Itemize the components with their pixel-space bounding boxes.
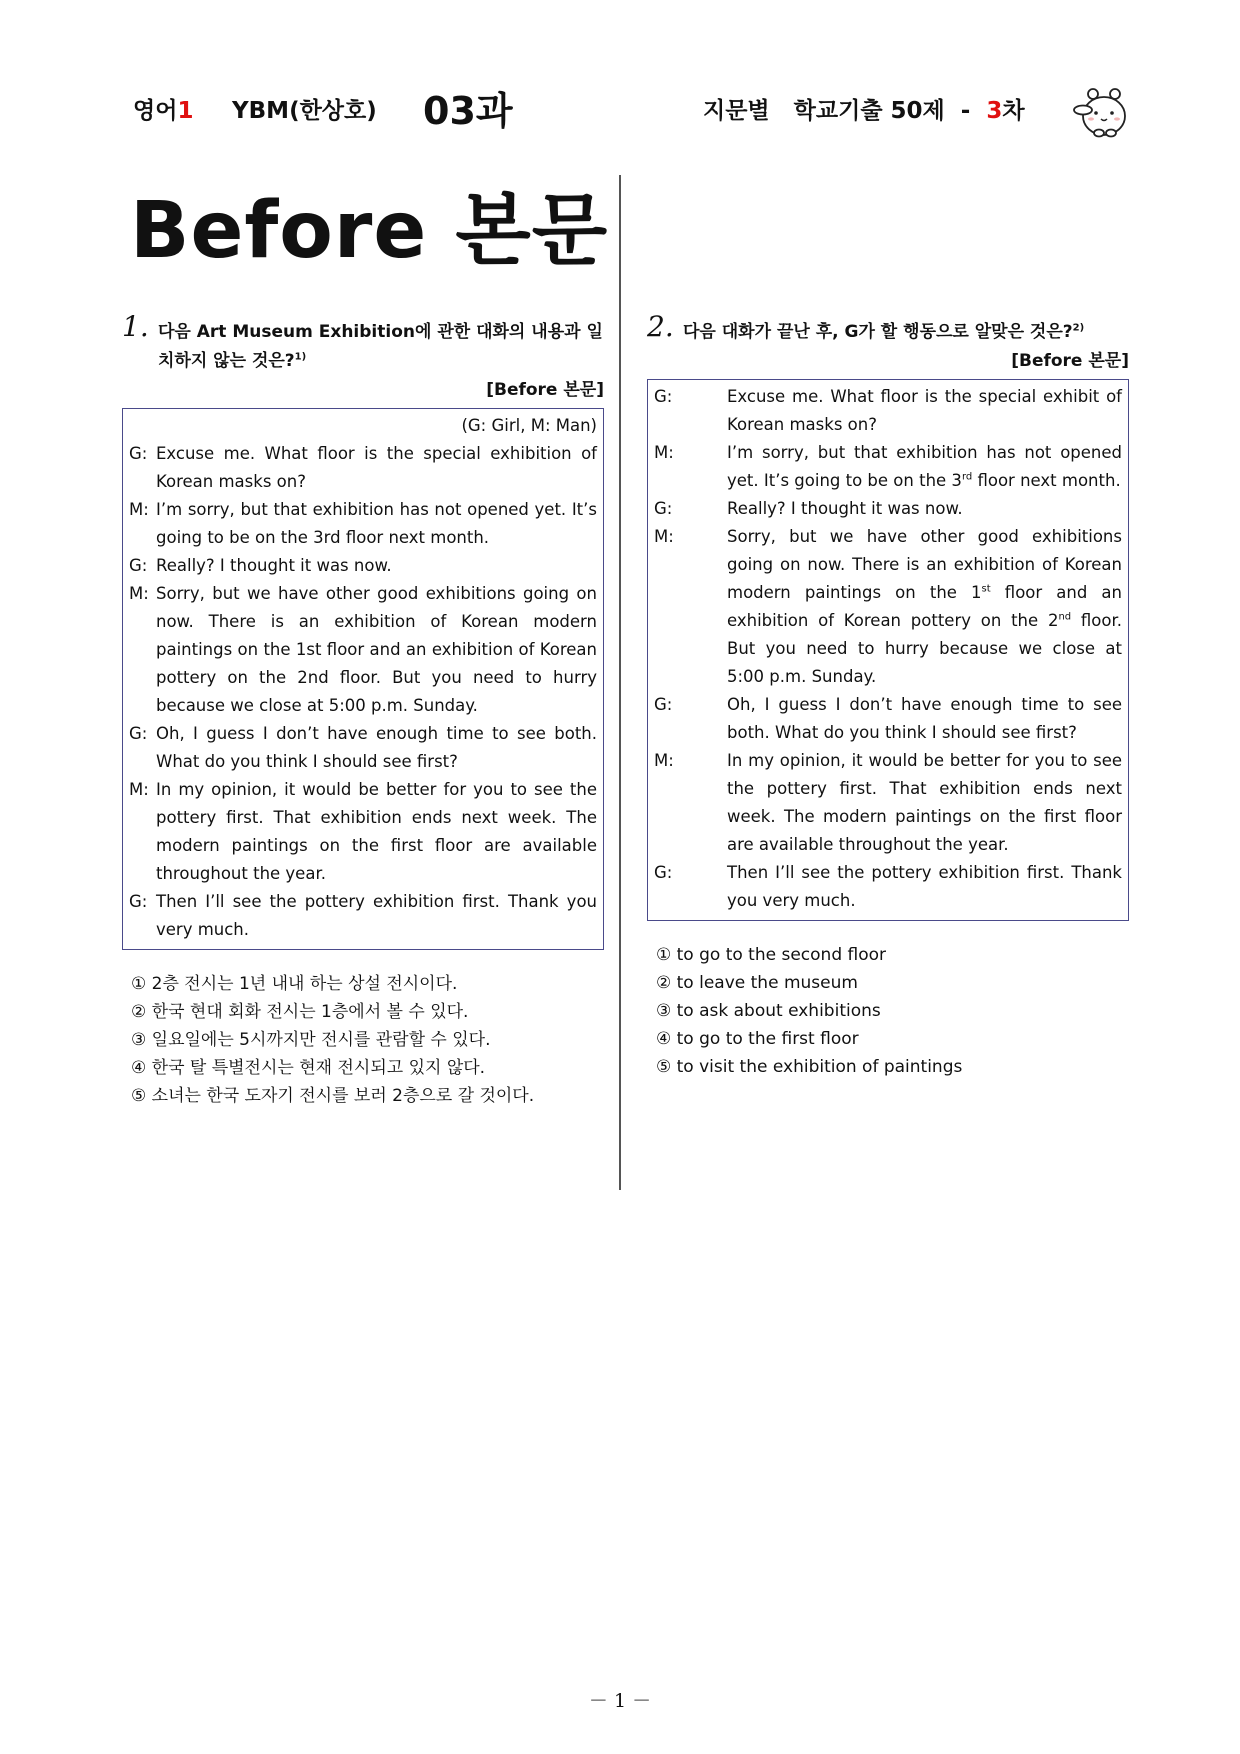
speaker-label: M: <box>654 443 674 462</box>
utterance-text: In my opinion, it would be better for you to see the pottery first. That exhibition ends next week. The modern paintings on the first floor are available throughout the year. <box>727 751 1122 854</box>
ordinal-suffix: nd <box>1058 611 1072 623</box>
utterance-text <box>727 523 1122 691</box>
bear-mascot-icon <box>1071 86 1129 138</box>
ordinal-suffix: rd <box>961 471 973 483</box>
page-number: － 1 － <box>588 1690 652 1712</box>
question-1-tag: [Before 본문] <box>486 380 604 400</box>
answer-option[interactable]: ① to go to the second floor <box>656 945 887 965</box>
answer-option[interactable]: ⑤ to visit the exhibition of paintings <box>656 1057 963 1077</box>
ordinal-suffix: st <box>981 583 991 595</box>
question-1-header <box>122 310 604 405</box>
round-number: 3 <box>986 98 1003 124</box>
question-2 <box>647 310 1129 1081</box>
speaker-label: M: <box>129 500 149 519</box>
utterance-text: Excuse me. What floor is the special exhibition of Korean masks on? <box>156 444 597 491</box>
dialogue-line <box>654 523 1122 691</box>
dialogue-line <box>654 691 1122 747</box>
dialogue-line <box>654 439 1122 495</box>
subject-label <box>133 92 193 125</box>
dialogue-line <box>654 495 1122 523</box>
speaker-label: G: <box>129 892 148 911</box>
series-text: 지문별 학교기출 50제 - <box>703 98 987 124</box>
dialogue-box <box>122 408 604 950</box>
dialogue-line <box>129 440 597 496</box>
speaker-label: G: <box>129 556 148 575</box>
subject-number: 1 <box>177 98 194 124</box>
utterance-text: In my opinion, it would be better for you to see the pottery first. That exhibition ends next week. The modern paintings on the first floor are available throughout the year. <box>156 780 597 883</box>
utterance-text <box>727 439 1122 495</box>
answer-option[interactable]: ② to leave the museum <box>656 973 858 993</box>
utterance-text: Oh, I guess I don’t have enough time to see both. What do you think I should see first? <box>727 695 1122 742</box>
answer-option[interactable]: ③ 일요일에는 5시까지만 전시를 관람할 수 있다. <box>131 1030 491 1050</box>
subject-text: 영어 <box>133 98 178 124</box>
speaker-label: G: <box>129 444 148 463</box>
dialogue-line <box>129 496 597 552</box>
utterance-fragment: floor. But you need to hurry because we close at 5:00 p.m. Sunday. <box>727 611 1122 686</box>
answer-option[interactable]: ⑤ 소녀는 한국 도자기 전시를 보러 2층으로 갈 것이다. <box>131 1086 535 1106</box>
page-title: Before 본문 <box>130 186 609 276</box>
dialogue-line <box>129 776 597 888</box>
question-2-number: 2. <box>647 310 674 343</box>
utterance-text: I’m sorry, but that exhibition has not opened yet. It’s going to be on the 3rd floor next month. <box>156 500 597 547</box>
footnote-ref: 1) <box>294 351 307 363</box>
speaker-label: G: <box>654 499 673 518</box>
utterance-text: Then I’ll see the pottery exhibition first. Thank you very much. <box>727 863 1122 910</box>
dialogue-line <box>129 552 597 580</box>
utterance-text: Really? I thought it was now. <box>156 556 392 575</box>
utterance-fragment: I’m sorry, but that exhibition has not opened yet. It’s going to be on the 3 <box>727 443 1122 490</box>
question-1 <box>122 310 604 1110</box>
utterance-fragment: floor next month. <box>972 471 1121 490</box>
dialogue-box <box>647 379 1129 921</box>
dialogue-line <box>129 580 597 720</box>
column-divider <box>619 175 621 1190</box>
speaker-label: G: <box>654 695 673 714</box>
utterance-fragment: floor and an exhibition of Korean pottery on the 2 <box>727 583 1123 630</box>
round-suffix: 차 <box>1002 98 1025 124</box>
answer-options <box>122 970 604 1110</box>
answer-option[interactable]: ① 2층 전시는 1년 내내 하는 상설 전시이다. <box>131 974 458 994</box>
footnote-ref: 2) <box>1072 322 1085 334</box>
speaker-label: M: <box>654 751 674 770</box>
dialogue-line <box>654 859 1122 915</box>
utterance-text: Sorry, but we have other good exhibitions going on now. There is an exhibition of Korean modern paintings on the 1st floor and an exhibition of Korean pottery on the 2nd floor. But you need to hurry because we close at 5:00 p.m. Sunday. <box>156 584 597 715</box>
answer-option[interactable]: ② 한국 현대 회화 전시는 1층에서 볼 수 있다. <box>131 1002 469 1022</box>
speaker-label: M: <box>654 527 674 546</box>
publisher-label: YBM(한상호) <box>232 98 377 124</box>
speaker-label: G: <box>654 387 673 406</box>
answer-option[interactable]: ④ to go to the first floor <box>656 1029 859 1049</box>
answer-option[interactable]: ③ to ask about exhibitions <box>656 1001 881 1021</box>
utterance-text: Oh, I guess I don’t have enough time to see both. What do you think I should see first? <box>156 724 597 771</box>
speaker-label: M: <box>129 584 149 603</box>
answer-options <box>647 941 1129 1081</box>
dialogue-line <box>129 888 597 944</box>
utterance-text: Really? I thought it was now. <box>727 499 963 518</box>
question-1-number: 1. <box>122 310 149 343</box>
question-2-tag: [Before 본문] <box>1011 351 1129 371</box>
utterance-fragment: Sorry, but we have other good exhibitions going on now. There is an exhibition of Korean modern paintings on the 1 <box>727 527 1122 602</box>
speaker-legend: (G: Girl, M: Man) <box>461 416 597 435</box>
utterance-text: Then I’ll see the pottery exhibition first. Thank you very much. <box>156 892 597 939</box>
series-label <box>703 92 1025 125</box>
question-2-header <box>647 310 1129 376</box>
dialogue-line <box>654 383 1122 439</box>
speaker-label: G: <box>129 724 148 743</box>
utterance-text: Excuse me. What floor is the special exhibit of Korean masks on? <box>727 387 1122 434</box>
speaker-label: M: <box>129 780 149 799</box>
lesson-label: 03과 <box>423 89 513 133</box>
speaker-label: G: <box>654 863 673 882</box>
question-2-prompt: 다음 대화가 끝난 후, G가 할 행동으로 알맞은 것은? <box>683 322 1073 342</box>
dialogue-line <box>654 747 1122 859</box>
question-1-prompt: 다음 Art Museum Exhibition에 관한 대화의 내용과 일치하지 않는 것은? <box>158 322 603 371</box>
dialogue-line <box>129 720 597 776</box>
answer-option[interactable]: ④ 한국 탈 특별전시는 현재 전시되고 있지 않다. <box>131 1058 486 1078</box>
